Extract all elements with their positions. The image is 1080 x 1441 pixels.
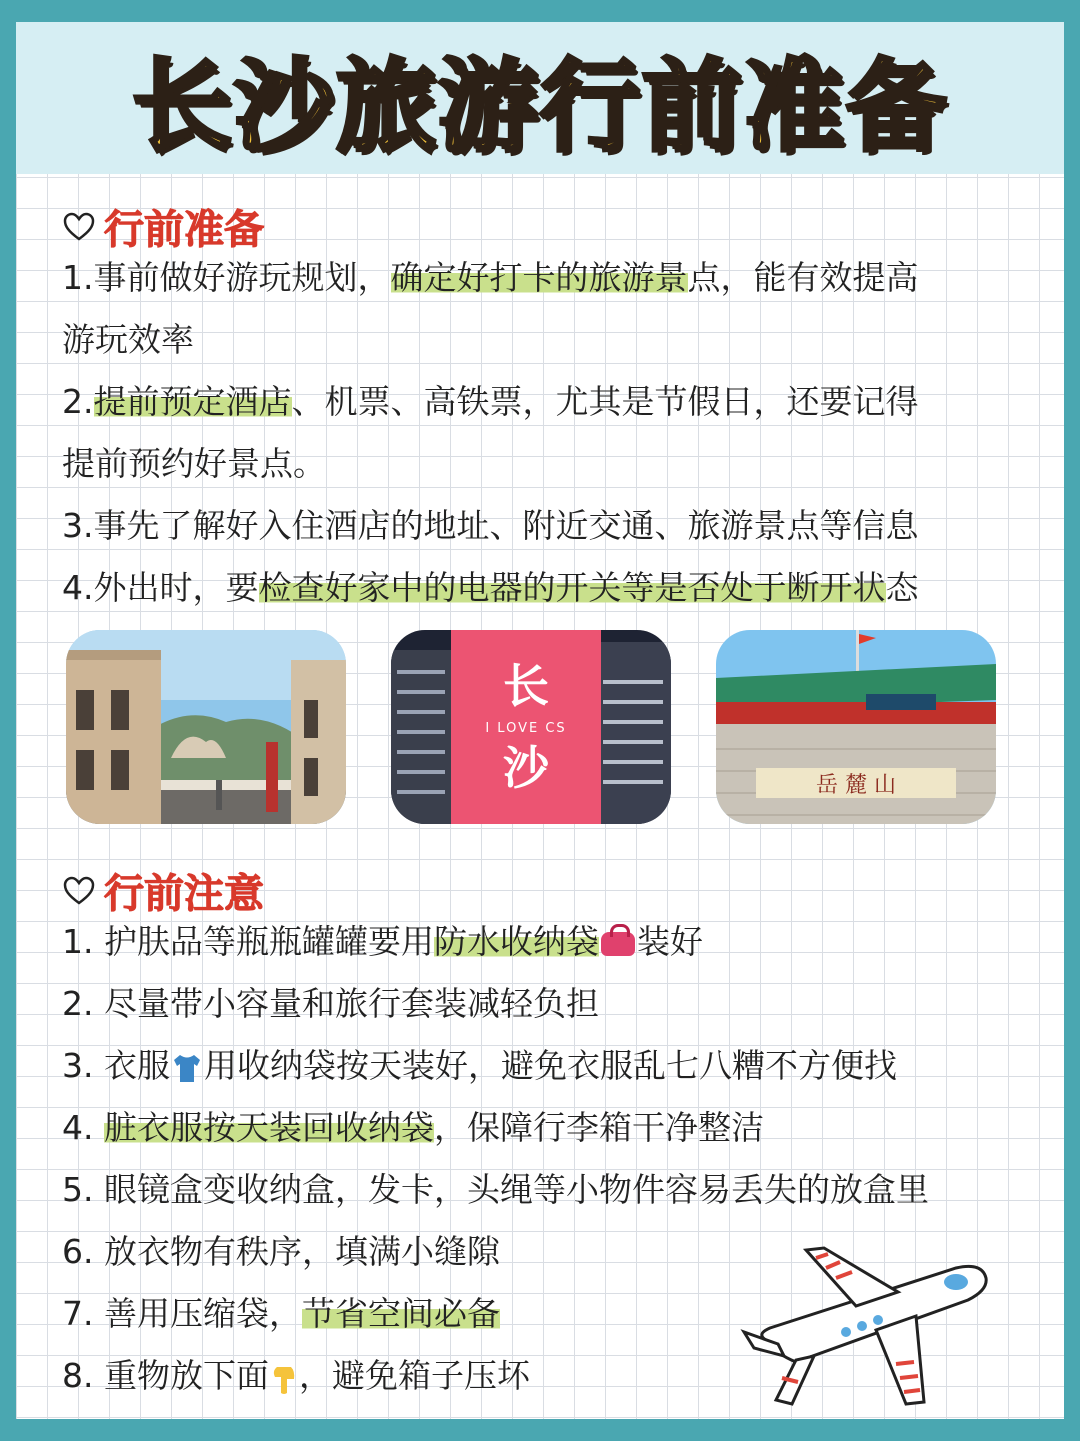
airplane-illustration — [736, 1244, 992, 1416]
section-title-notes: 行前注意 — [104, 871, 264, 917]
heart-outline-icon — [62, 874, 96, 908]
page-title: 长沙旅游行前准备 — [132, 48, 948, 165]
title-banner — [16, 22, 1064, 174]
gate-plaque-text: 岳 麓 山 — [816, 773, 896, 798]
prep-item-2: 2.提前预定酒店、机票、高铁票，尤其是节假日，还要记得 — [62, 382, 919, 421]
photo-statue-park — [66, 630, 346, 824]
tshirt-emoji-icon — [170, 1051, 204, 1085]
prep-item-1-cont: 游玩效率 — [62, 320, 194, 359]
section-title-prep: 行前准备 — [104, 207, 264, 253]
page-card — [16, 22, 1064, 1419]
note-item-5: 5. 眼镜盒变收纳盒，发卡，头绳等小物件容易丢失的放盒里 — [62, 1170, 929, 1209]
prep-item-2-cont: 提前预约好景点。 — [62, 444, 326, 483]
section-head-prep — [62, 198, 264, 255]
prep-item-1: 1.事前做好游玩规划，确定好打卡的旅游景点，能有效提高 — [62, 258, 919, 297]
yuelu-gate-illustration — [716, 630, 996, 824]
sign-mid-text: I LOVE CS — [485, 721, 567, 736]
note-item-6: 6. 放衣物有秩序，填满小缝隙 — [62, 1232, 500, 1271]
prep-item-4: 4.外出时，要检查好家中的电器的开关等是否处于断开状态 — [62, 568, 919, 607]
note-item-7: 7. 善用压缩袋，节省空间必备 — [62, 1294, 500, 1333]
pointing-down-emoji-icon — [269, 1361, 299, 1395]
note-item-8: 8. 重物放下面 ，避免箱子压坏 — [62, 1356, 530, 1395]
love-cs-billboard — [391, 630, 671, 824]
statue-park-illustration — [66, 630, 346, 824]
note-item-2: 2. 尽量带小容量和旅行套装减轻负担 — [62, 984, 599, 1023]
sign-top-char: 长 — [503, 659, 549, 713]
pouch-emoji-icon — [601, 932, 635, 956]
heart-outline-icon — [62, 210, 96, 244]
photo-love-cs-sign — [391, 630, 671, 824]
note-item-4: 4. 脏衣服按天装回收纳袋，保障行李箱干净整洁 — [62, 1108, 764, 1147]
prep-item-3: 3.事先了解好入住酒店的地址、附近交通、旅游景点等信息 — [62, 506, 919, 545]
section-head-notes — [62, 862, 264, 919]
photo-yuelu-gate — [716, 630, 996, 824]
note-item-3: 3. 衣服 用收纳袋按天装好，避免衣服乱七八糟不方便找 — [62, 1046, 897, 1085]
note-item-1: 1. 护肤品等瓶瓶罐罐要用防水收纳袋 装好 — [62, 922, 703, 961]
sign-bottom-char: 沙 — [503, 741, 549, 795]
